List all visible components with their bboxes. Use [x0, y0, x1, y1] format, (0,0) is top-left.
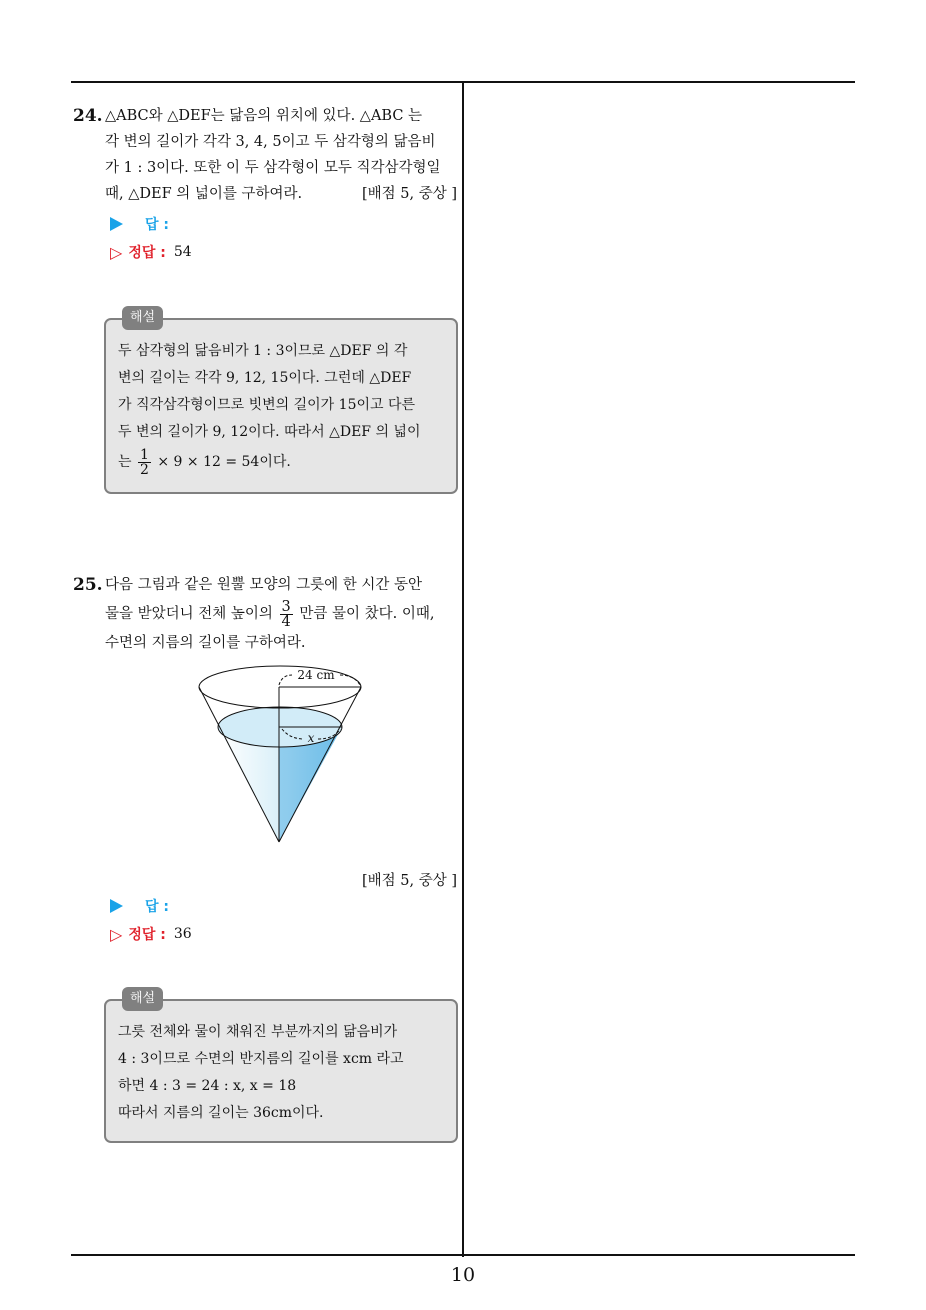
problem-line-text: 만큼 물이 찼다. 이때,: [299, 606, 435, 622]
problem-line: △ABC와 △DEF는 닮음의 위치에 있다. △ABC 는: [105, 108, 423, 124]
correct-answer-row: [110, 242, 192, 262]
explanation-line: 변의 길이는 각각 9, 12, 15이다. 그런데 △DEF: [118, 370, 412, 386]
explanation-line: [118, 446, 448, 478]
problem-text: [105, 572, 457, 656]
problem-number: 24.: [73, 106, 103, 126]
explanation-tag: 해설: [122, 987, 163, 1011]
correct-answer-row: [110, 924, 192, 944]
outline-triangle-icon: ▷: [110, 924, 123, 944]
explanation-line: 4 : 3이므로 수면의 반지름의 길이를 xcm 라고: [118, 1051, 404, 1067]
answer-row: [110, 214, 169, 234]
fraction-denominator: 2: [139, 461, 149, 478]
problem-line: [105, 598, 457, 630]
problem-line: 다음 그림과 같은 원뿔 모양의 그릇에 한 시간 동안: [105, 577, 423, 593]
explanation-line: 그릇 전체와 물이 채워진 부분까지의 닮음비가: [118, 1024, 398, 1040]
correct-answer-value: 54: [173, 244, 192, 260]
outline-triangle-icon: ▷: [110, 242, 123, 262]
explanation-tag: 해설: [122, 306, 163, 330]
play-triangle-icon: [110, 899, 123, 913]
correct-answer-label: 정답 :: [128, 927, 166, 943]
problem-text: [105, 103, 457, 207]
explanation-text: × 9 × 12 = 54이다.: [157, 454, 291, 470]
explanation-line: 두 삼각형의 닮음비가 1 : 3이므로 △DEF 의 각: [118, 343, 408, 359]
problem-line-text: 물을 받았더니 전체 높이의: [105, 606, 273, 622]
dimension-arc: [279, 675, 292, 685]
explanation-line: 따라서 지름의 길이는 36cm이다.: [118, 1105, 324, 1121]
score-label: [배점 5, 중상 ]: [361, 873, 457, 889]
fraction-denominator: 4: [281, 613, 291, 630]
fraction-numerator: 3: [281, 598, 291, 615]
score-label: [배점 5, 중상 ]: [361, 186, 457, 202]
problem-line: [105, 181, 457, 207]
problem-line: 각 변의 길이가 각각 3, 4, 5이고 두 삼각형의 닮음비: [105, 134, 436, 150]
fraction: [280, 600, 293, 629]
answer-label: 답 :: [145, 899, 169, 915]
problem-line-text: 때, △DEF 의 넓이를 구하여라.: [105, 186, 303, 202]
explanation-line: 하면 4 : 3 = 24 : x, x = 18: [118, 1078, 297, 1094]
answer-row: [110, 896, 169, 916]
bottom-rule: [71, 1254, 855, 1256]
correct-answer-value: 36: [173, 926, 192, 942]
correct-answer-label: 정답 :: [128, 245, 166, 261]
problem-line: 수면의 지름의 길이를 구하여라.: [105, 635, 306, 651]
column-divider: [462, 82, 464, 1257]
cone-figure: [190, 655, 370, 850]
explanation-box: [104, 991, 458, 1143]
score-row: [73, 868, 457, 894]
fraction-numerator: 1: [139, 446, 149, 463]
problem-line: 가 1 : 3이다. 또한 이 두 삼각형이 모두 직각삼각형일: [105, 160, 441, 176]
explanation-text: 는: [118, 454, 132, 470]
fraction: [138, 448, 151, 477]
answer-label: 답 :: [145, 217, 169, 233]
water-radius-label: x: [307, 731, 315, 745]
problem-number: 25.: [73, 575, 103, 595]
explanation-line: 가 직각삼각형이므로 빗변의 길이가 15이고 다른: [118, 397, 416, 413]
explanation-box: [104, 310, 458, 494]
problem-24: [73, 103, 457, 207]
top-radius-label: 24 cm: [297, 668, 335, 682]
page-number: 10: [450, 1264, 476, 1286]
play-triangle-icon: [110, 217, 123, 231]
problem-25: [73, 572, 457, 656]
explanation-line: 두 변의 길이가 9, 12이다. 따라서 △DEF 의 넓이: [118, 424, 421, 440]
